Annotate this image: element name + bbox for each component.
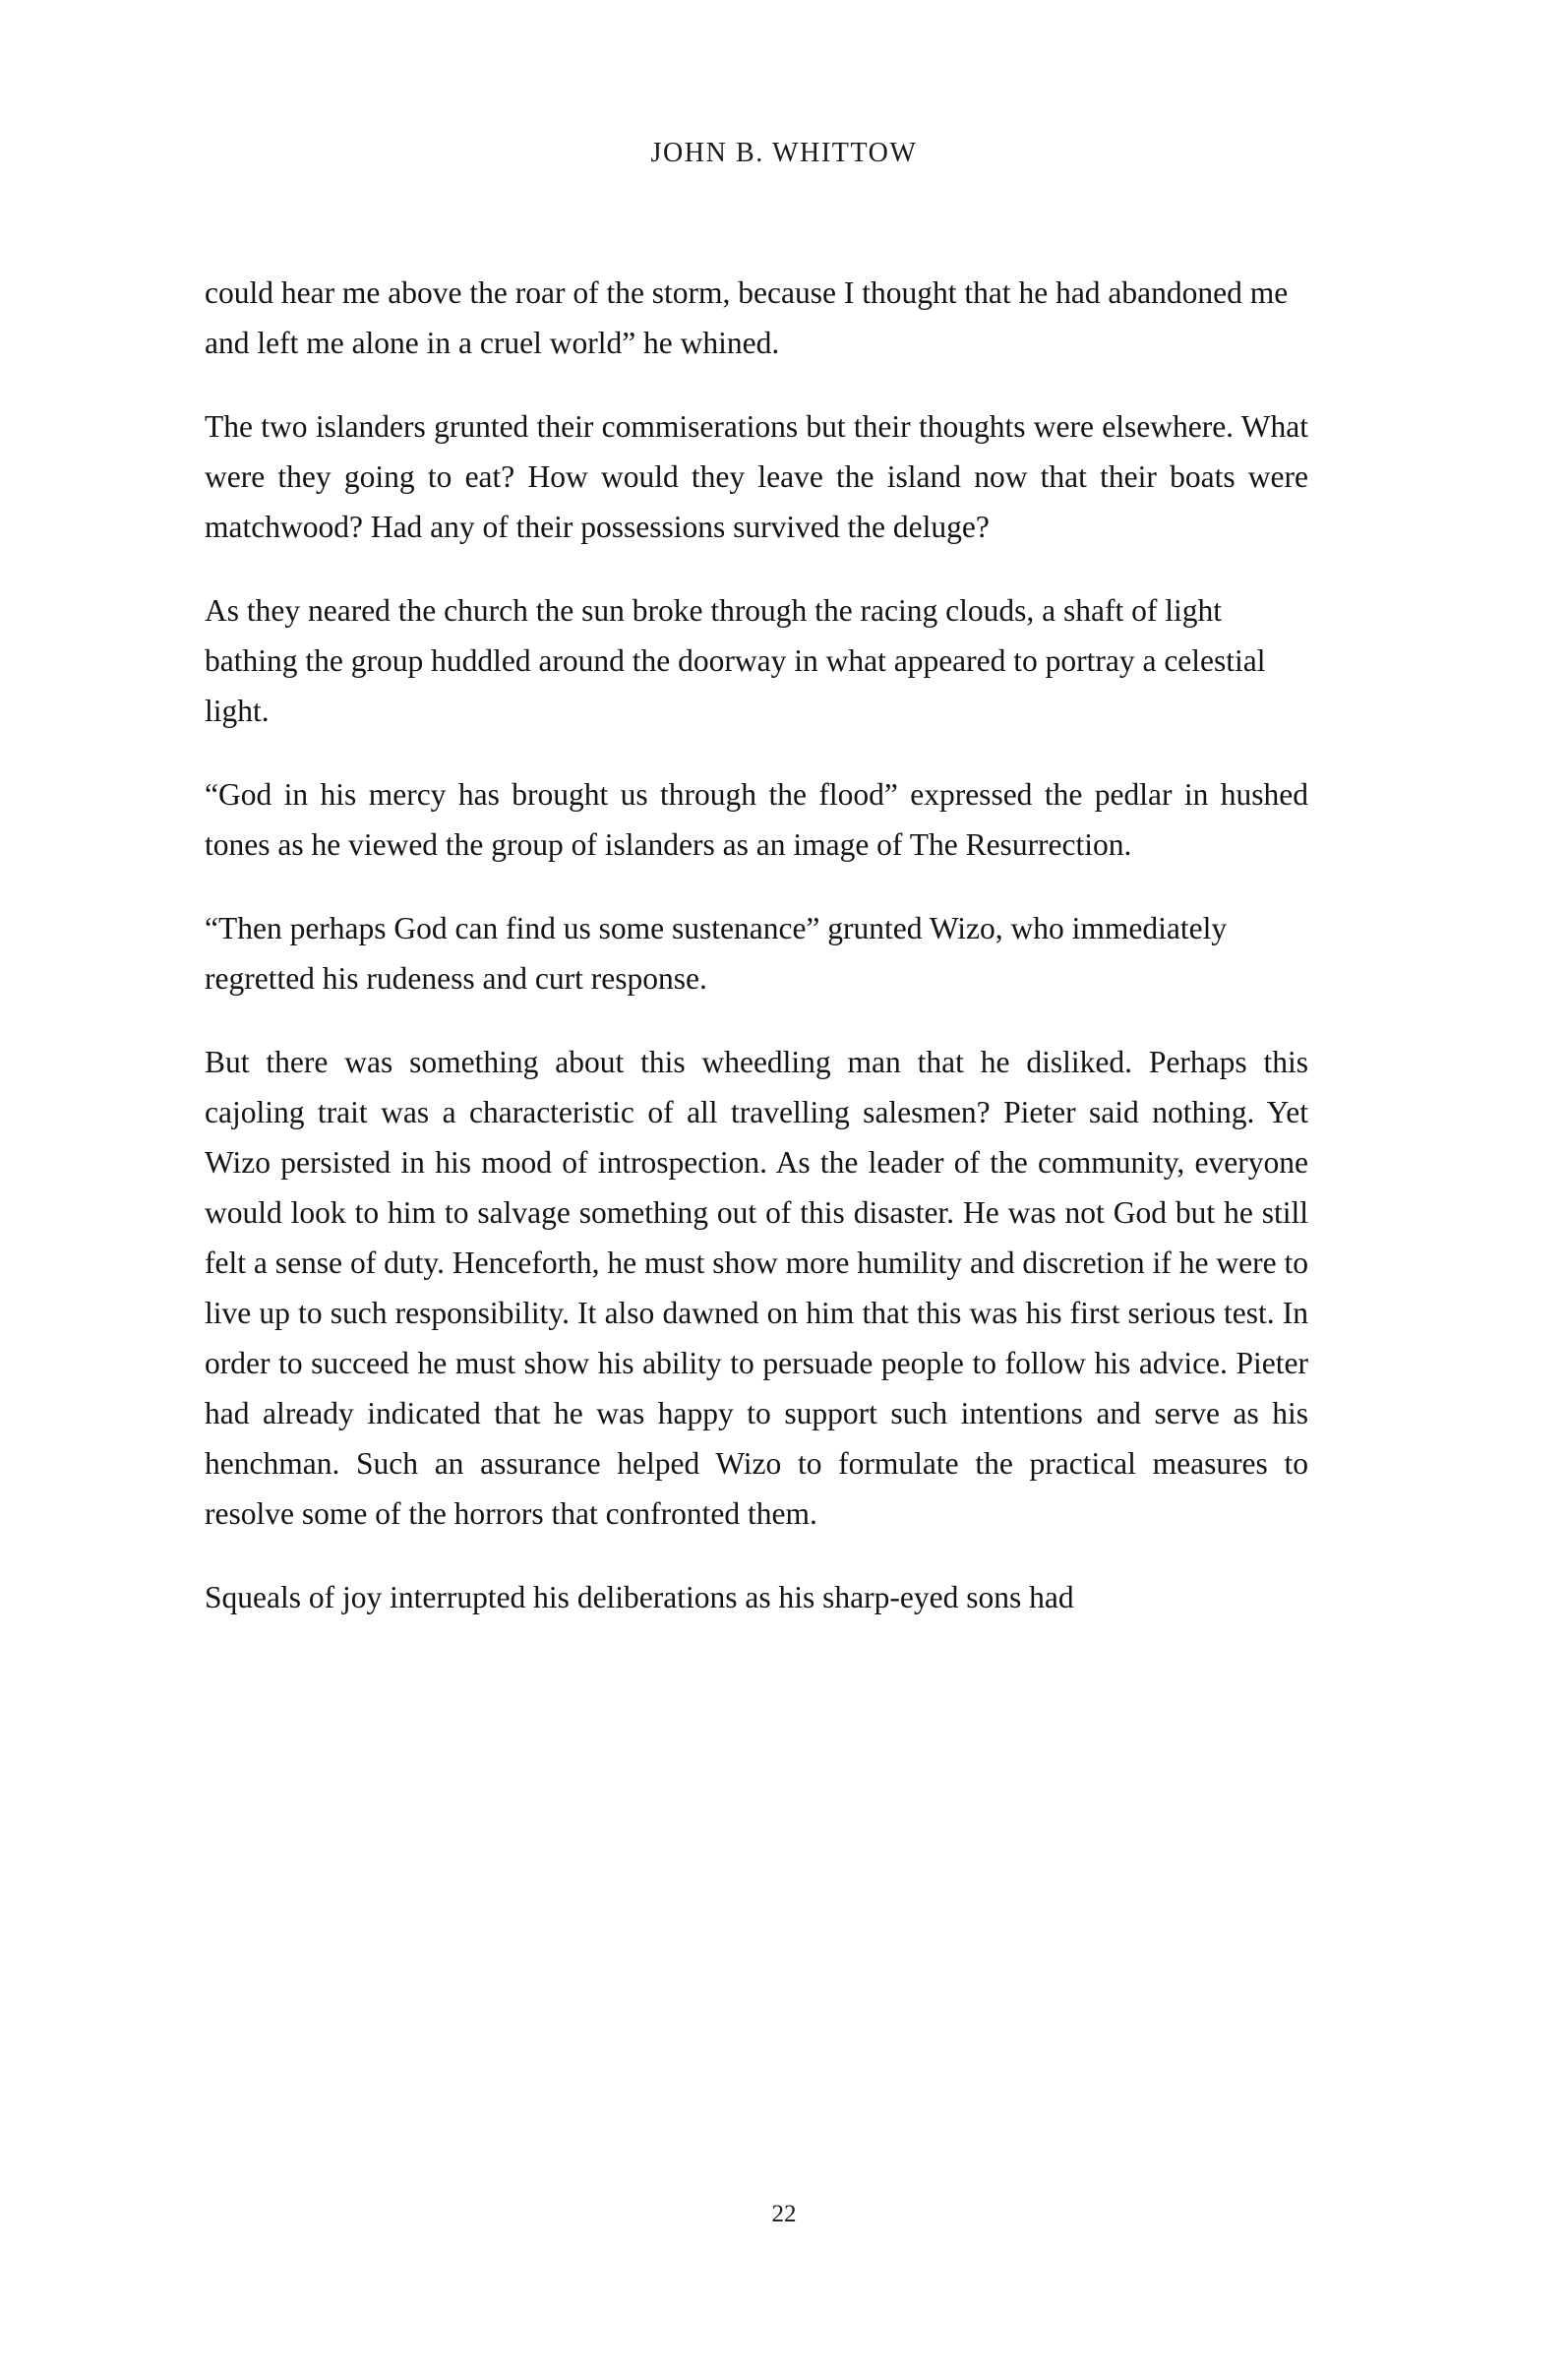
running-head-author: JOHN B. WHITTOW [650, 138, 918, 168]
paragraph: The two islanders grunted their commiserations but their thoughts were elsewhere. What were they going to eat? How would they leave the island now that their boats were matchwood? Had any of their possessions survived the deluge? [205, 409, 1308, 545]
paragraph: could hear me above the roar of the storm, because I thought that he had abandoned me and left me alone in a cruel world” he whined. [205, 275, 1289, 361]
page-number: 22 [771, 2201, 797, 2227]
paragraph: “God in his mercy has brought us through the flood” expressed the pedlar in hushed tones as he viewed the group of islanders as an image of The Resurrection. [205, 777, 1308, 863]
paragraph: Squeals of joy interrupted his deliberations as his sharp-eyed sons had [205, 1580, 1074, 1615]
paragraph: As they neared the church the sun broke through the racing clouds, a shaft of light bathing the group huddled around the doorway in what appeared to portray a celestial light. [205, 593, 1266, 729]
body-text-column [205, 268, 1308, 1622]
paragraph: “Then perhaps God can find us some sustenance” grunted Wizo, who immediately regretted his rudeness and curt response. [205, 911, 1228, 997]
paragraph: But there was something about this wheedling man that he disliked. Perhaps this cajoling trait was a characteristic of all travelling salesmen? Pieter said nothing. Yet Wizo persisted in his mood of introspection. As the leader of the community, everyone would look to him to salvage something out of this disaster. He was not God but he still felt a sense of duty. Henceforth, he must show more humility and discretion if he were to live up to such responsibility. It also dawned on him that this was his first serious test. In order to succeed he must show his ability to persuade people to follow his advice. Pieter had already indicated that he was happy to support such intentions and serve as his henchman. Such an assurance helped Wizo to formulate the practical measures to resolve some of the horrors that confronted them. [205, 1045, 1308, 1532]
